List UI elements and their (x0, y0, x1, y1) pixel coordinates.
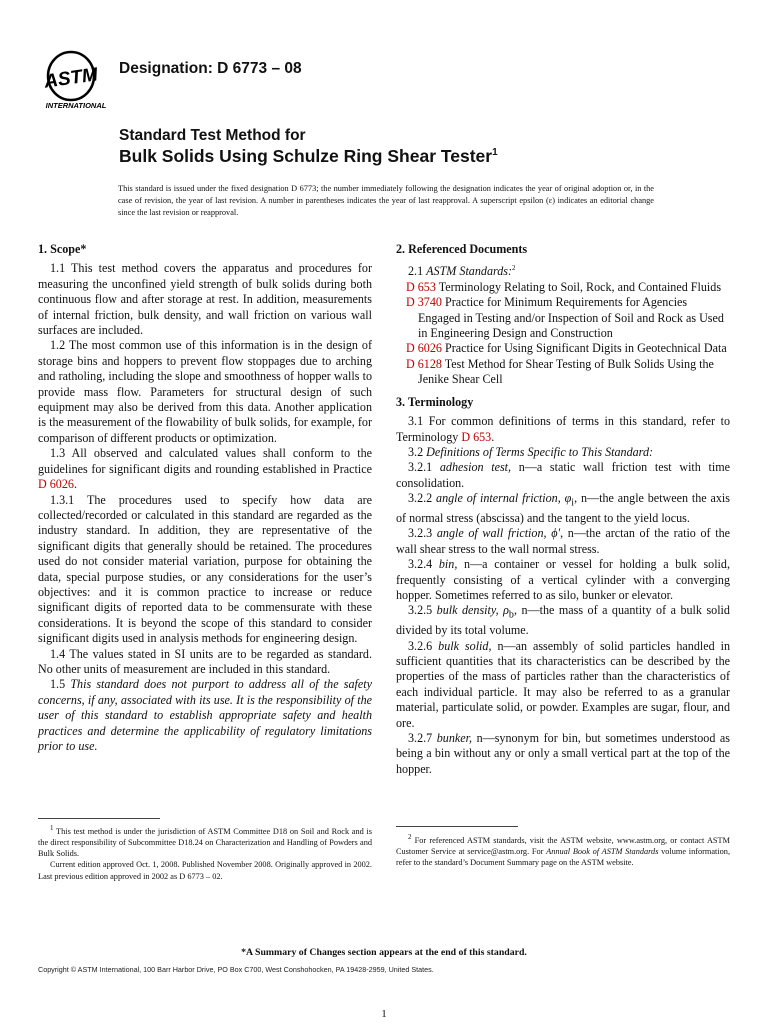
para-1-3-text: 1.3 All observed and calculated values shall conform to the guidelines for significant digits and rounding established in Practice (38, 446, 372, 476)
copyright: Copyright © ASTM International, 100 Barr Harbor Drive, PO Box C700, West Conshohocken, PA 19428-2959, United States. (38, 965, 434, 974)
standard-title-line1: Standard Test Method for (119, 127, 306, 144)
title-footnote-mark: 1 (492, 147, 498, 159)
definition-text: n—synonym for bin, but sometimes understood as being a bin without any or only a small vertical part at the top of the hopper. (396, 731, 730, 776)
footnote-1-mark: 1 (50, 824, 54, 832)
definition-number: 3.2.5 (408, 603, 437, 618)
footnote-2-mark: 2 (408, 833, 412, 841)
referenced-heading: 2. Referenced Documents (396, 242, 528, 256)
terminology-heading: 3. Terminology (396, 394, 474, 409)
definition-subscript: b (508, 609, 514, 621)
definition-term: adhesion test, (439, 460, 512, 475)
para-1-2: 1.2 The most common use of this information is in the design of storage bins and hoppers to prevent flow stoppages due to arching and ratholing, including the slope and smoothness of hopper walls to provide mass flow. Parameters for structural design of such equipment may also be derived from this data. Another application is the measurement of the flowability of bulk solids, for example, for comparison of different products or optimization. (38, 338, 372, 445)
definition-item (396, 460, 730, 491)
reference-link[interactable]: D 6026 (406, 341, 442, 356)
preamble: This standard is issued under the fixed designation D 6773; the number immediately following the designation indicates the year of original adoption or, in the case of revision, the year of last revision. A number in parentheses indicates the year of last reapproval. A superscript epsilon (ε) indicates an editorial change since the last revision or reapproval. (118, 184, 654, 218)
para-3-1-end: . (491, 429, 495, 444)
right-column (396, 242, 730, 777)
footnote-1 (38, 823, 372, 882)
astm-logo-subtext: INTERNATIONAL (45, 101, 107, 110)
reference-link[interactable]: D 3740 (406, 295, 442, 310)
standard-title-line2 (119, 146, 498, 167)
definition-text: n—a static wall friction test with time consolidation. (396, 460, 731, 490)
reference-link[interactable]: D 6128 (406, 356, 442, 371)
scope-heading: 1. Scope* (38, 242, 87, 256)
definition-item (396, 526, 730, 557)
definition-item (396, 731, 730, 777)
summary-note: *A Summary of Changes section appears at the end of this standard. (241, 947, 527, 958)
reference-item (396, 357, 730, 388)
reference-item (396, 341, 730, 356)
para-3-2-num: 3.2 (408, 444, 427, 459)
footnote-1-body (38, 823, 372, 859)
para-1-5-num: 1.5 (50, 677, 71, 692)
designation: Designation: D 6773 – 08 (119, 60, 302, 77)
definition-number: 3.2.4 (408, 557, 439, 572)
footnote-2-end: volume information, refer to the standard’s Document Summary page on the ASTM website. (396, 846, 731, 868)
footnote-2-body (396, 832, 730, 868)
standard-title-text: Bulk Solids Using Schulze Ring Shear Tester (119, 146, 493, 166)
left-column (38, 242, 372, 754)
link-d6026[interactable]: D 6026 (38, 477, 74, 492)
definition-text: , n—the arctan of the ratio of the wall shear stress to the wall normal stress. (396, 526, 730, 556)
para-1-5 (38, 677, 372, 754)
definition-item (396, 557, 730, 603)
definition-text: , n—the angle between the axis of normal stress (abscissa) and the tangent to the yield locus. (396, 491, 730, 525)
reference-title: Terminology Relating to Soil, Rock, and Contained Fluids (435, 279, 722, 294)
definition-item (396, 639, 730, 731)
reference-title: Test Method for Shear Testing of Bulk Solids Using the Jenike Shear Cell (418, 356, 714, 387)
definition-symbol: ϕ′ (546, 526, 561, 541)
definition-text: n—a container or vessel for holding a bulk solid, frequently consisting of a vertical cylinder with a converging hopper. Sometimes referred to as silo, bunker or elevator. (396, 557, 730, 602)
definition-term: angle of internal friction, (436, 491, 561, 506)
footnote-2-text: For referenced ASTM standards, visit the ASTM website, www.astm.org, or contact ASTM Customer Service at service@astm.org. For (396, 835, 730, 856)
para-3-1 (396, 414, 730, 445)
reference-title: Practice for Minimum Requirements for Agencies Engaged in Testing and/or Inspection of Soil and Rock as Used in Engineering Design and Construction (418, 295, 724, 341)
reference-title: Practice for Using Significant Digits in Geotechnical Data (441, 341, 727, 356)
sub-2-1-num: 2.1 (408, 264, 427, 279)
definition-term: bunker, (436, 731, 473, 746)
definition-item (396, 491, 730, 526)
para-1-4: 1.4 The values stated in SI units are to be regarded as standard. No other units of measurement are included in this standard. (38, 646, 372, 676)
astm-logo (38, 50, 114, 110)
astm-logo-text: ASTM (42, 64, 100, 93)
definition-text: n—an assembly of solid particles handled in sufficient quantities that its characteristics can be described by the properties of the mass of particles rather than the characteristics of each individual particle. It may also be referred to as a granular material, particulate solid, or powder. Examples are sugar, flour, and ore. (396, 638, 730, 730)
definition-number: 3.2.6 (408, 638, 439, 653)
definition-term: angle of wall friction, (436, 526, 547, 541)
reference-list (396, 280, 730, 388)
reference-item (396, 295, 730, 341)
reference-link[interactable]: D 653 (406, 279, 436, 294)
definition-item (396, 603, 730, 638)
astm-standards-subhead (396, 261, 730, 279)
footnote-2-italic: Annual Book of ASTM Standards (546, 846, 659, 856)
reference-item (396, 280, 730, 295)
footnote-2 (396, 832, 730, 868)
footnote-rule-right (396, 826, 518, 827)
para-3-1-text: 3.1 For common definitions of terms in this standard, refer to Terminology (396, 414, 730, 444)
para-1-1: 1.1 This test method covers the apparatus and procedures for measuring the unconfined yield strength of bulk solids during both continuous flow and after storage at rest. In addition, measurements of internal friction, bulk density, and wall friction on various wall surfaces are included. (38, 261, 372, 338)
para-3-2 (396, 445, 730, 460)
definition-number: 3.2.7 (408, 731, 437, 746)
definition-number: 3.2.1 (408, 460, 440, 475)
definition-subscript: i (571, 497, 575, 509)
definition-number: 3.2.2 (408, 491, 437, 506)
page-number: 1 (381, 1008, 387, 1020)
footnote-1-text: This test method is under the jurisdiction of ASTM Committee D18 on Soil and Rock and is the direct responsibility of Subcommittee D18.24 on Characterization and Handling of Powders and Bulk Solids. (38, 826, 372, 859)
footnote-1-edition: Current edition approved Oct. 1, 2008. Published November 2008. Originally approved in 2002. Last previous edition approved in 2002 as D 6773 – 02. (38, 860, 372, 881)
definition-term: bin, (438, 557, 458, 572)
definition-term: bulk density, (436, 603, 499, 618)
definition-term: bulk solid, (438, 638, 492, 653)
para-1-3 (38, 446, 372, 492)
definition-list (396, 460, 730, 777)
definition-symbol: ρ (498, 603, 509, 618)
definition-text: , n—the mass of a quantity of a bulk solid divided by its total volume. (396, 603, 730, 638)
link-d653[interactable]: D 653 (461, 429, 492, 444)
definition-number: 3.2.3 (408, 526, 437, 541)
footnote-rule-left (38, 818, 160, 819)
para-1-3-end: . (73, 477, 77, 492)
sub-2-1-text: ASTM Standards: (426, 264, 513, 279)
para-3-2-text: Definitions of Terms Specific to This Standard: (426, 444, 654, 459)
definition-symbol: φ (560, 491, 572, 506)
para-1-3-1: 1.3.1 The procedures used to specify how data are collected/recorded or calculated in this standard are regarded as the industry standard. In addition, they are representative of the significant digits that generally should be retained. The procedures used do not consider material variation, purpose for obtaining the data, special purpose studies, or any considerations for the user’s objectives: and it is common practice to increase or reduce significant digits of reported data to be commensurate with these considerations. It is beyond the scope of this standard to consider significant digits used in analysis methods for engineering design. (38, 492, 372, 646)
sub-2-1-mark: 2 (512, 264, 516, 273)
para-1-5-text: This standard does not purport to address all of the safety concerns, if any, associated with its use. It is the responsibility of the user of this standard to establish appropriate safety and health practices and determine the applicability of regulatory limitations prior to use. (38, 677, 372, 753)
